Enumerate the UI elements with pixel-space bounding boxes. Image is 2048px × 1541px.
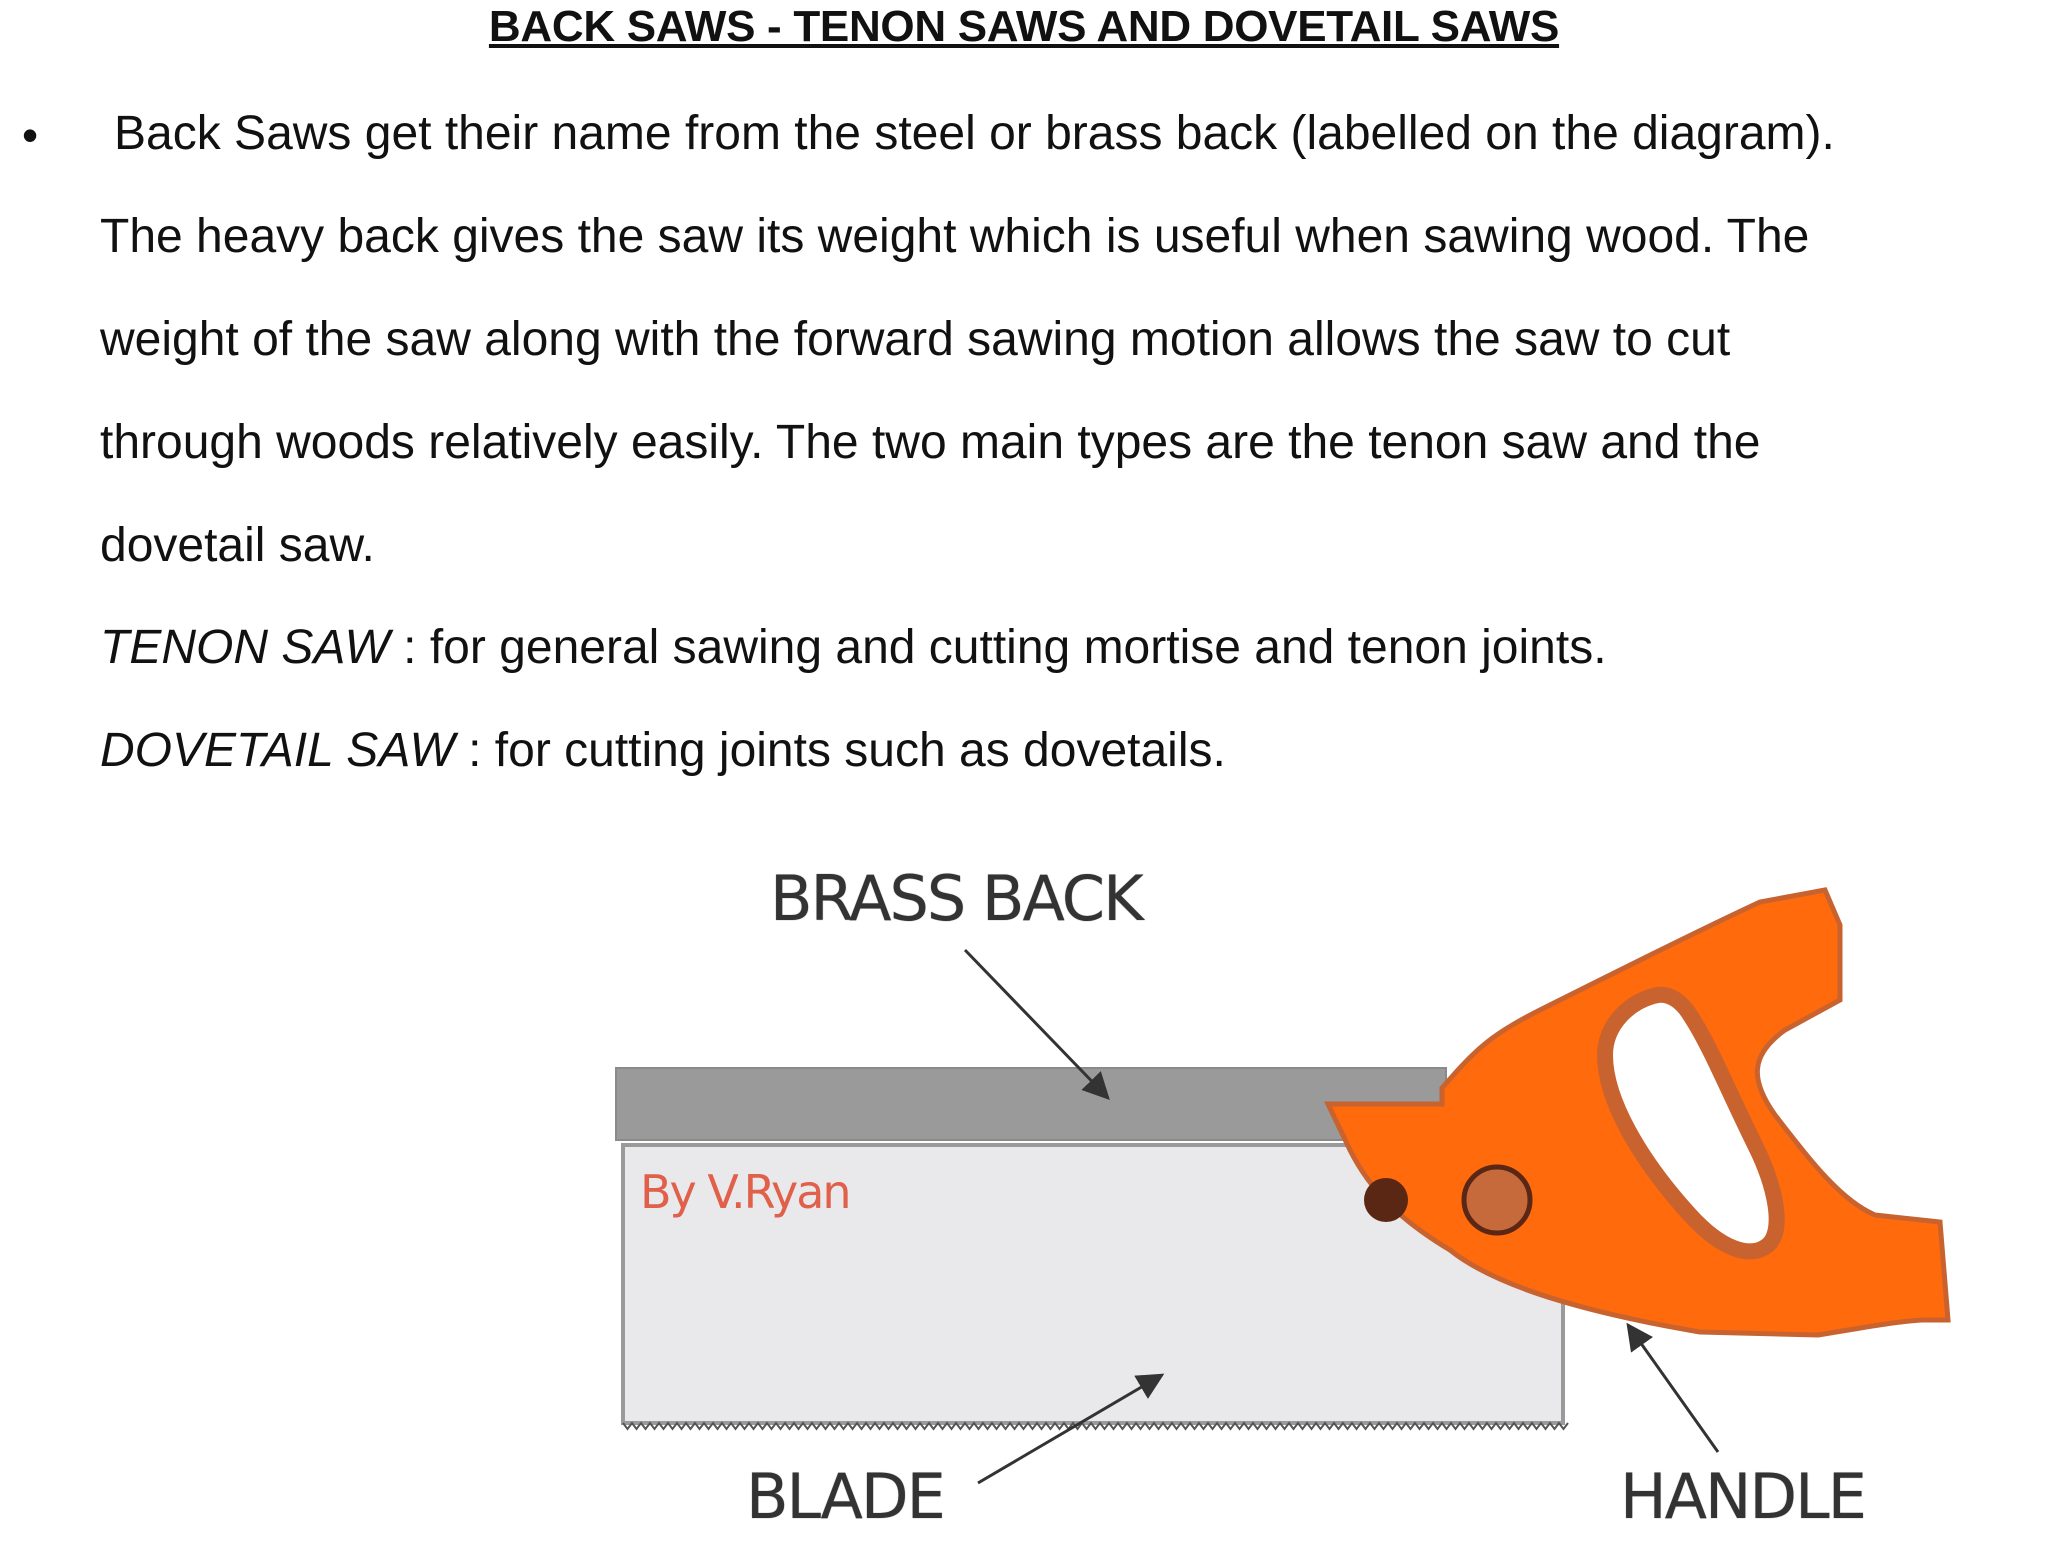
- dovetail-saw-definition: [100, 723, 1226, 778]
- blade-label: BLADE: [746, 1460, 944, 1533]
- rivet: [1464, 1167, 1530, 1233]
- paragraph-line: Back Saws get their name from the steel or brass back (labelled on the diagram).: [114, 107, 1835, 160]
- brass-back-label: BRASS BACK: [770, 862, 1142, 935]
- back-saw-diagram: [600, 850, 1980, 1536]
- rivet: [1364, 1178, 1408, 1222]
- page-title: BACK SAWS - TENON SAWS AND DOVETAIL SAWS: [488, 2, 1560, 51]
- brass-back: [616, 1068, 1446, 1140]
- definition-text: : for general sawing and cutting mortise and tenon joints.: [389, 621, 1607, 674]
- handle-label: HANDLE: [1620, 1460, 1865, 1533]
- bullet-marker: •: [22, 109, 39, 161]
- description-paragraph: [100, 82, 2020, 597]
- paragraph-line: The heavy back gives the saw its weight which is useful when sawing wood. The: [100, 210, 1810, 263]
- diagram-credit: By V.Ryan: [640, 1165, 850, 1219]
- paragraph-line: dovetail saw.: [100, 519, 375, 572]
- definition-text: : for cutting joints such as dovetails.: [454, 724, 1226, 777]
- tenon-saw-definition: [100, 620, 1607, 675]
- definition-term: DOVETAIL SAW: [100, 724, 455, 777]
- back-saw-illustration: [600, 850, 1980, 1536]
- definition-term: TENON SAW: [100, 621, 390, 674]
- paragraph-line: weight of the saw along with the forward sawing motion allows the saw to cut: [100, 313, 1731, 366]
- paragraph-line: through woods relatively easily. The two main types are the tenon saw and the: [100, 416, 1761, 469]
- handle-pointer: [1628, 1325, 1718, 1452]
